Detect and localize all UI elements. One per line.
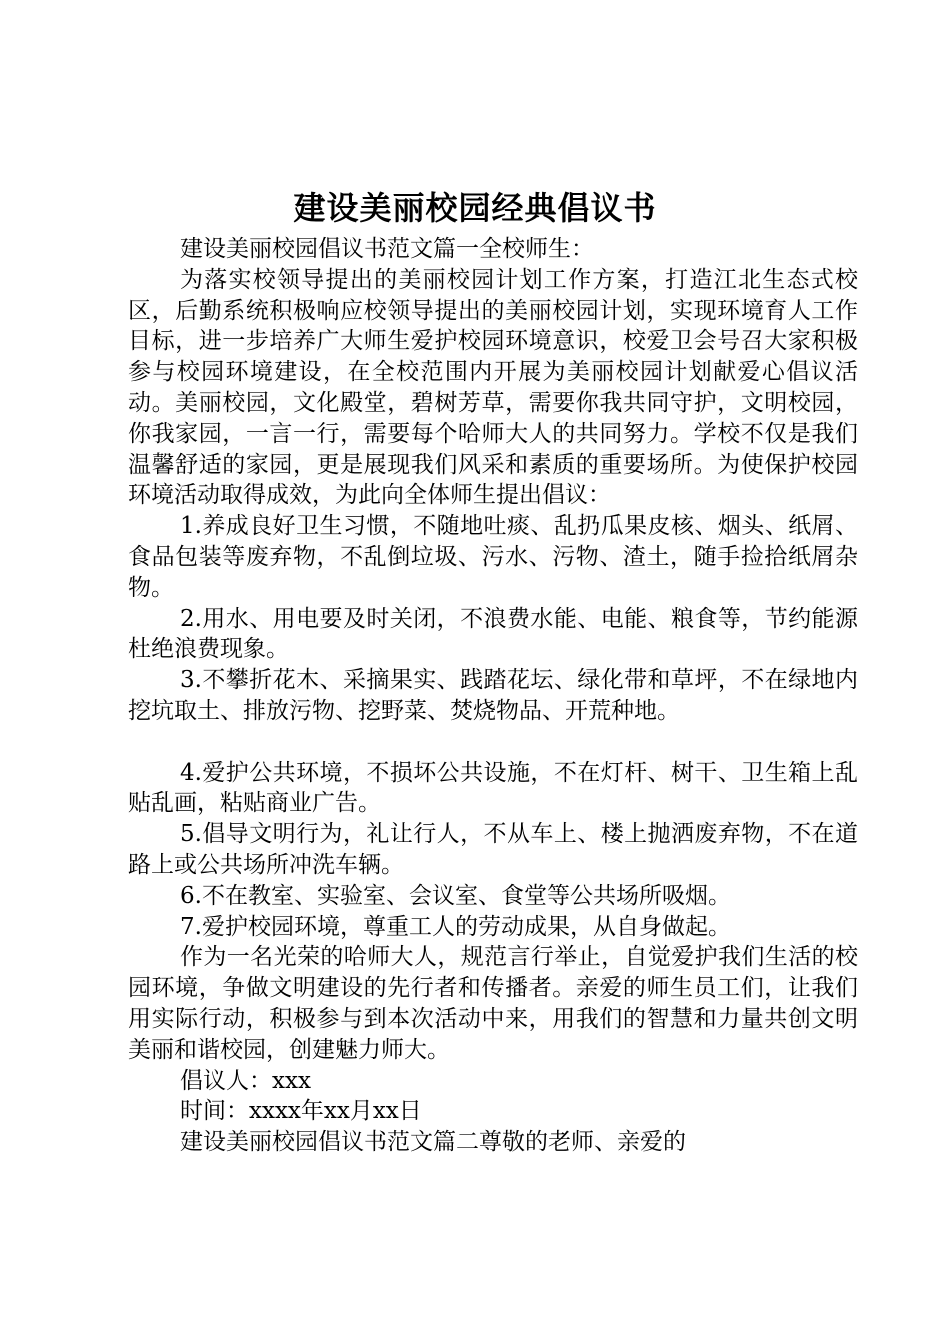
paragraph-spacer	[128, 727, 858, 758]
proposal-item-7: 7.爱护校园环境，尊重工人的劳动成果，从自身做起。	[180, 913, 731, 940]
proposal-item-5: 5.倡导文明行为，礼让行人，不从车上、楼上抛洒废弃物，不在道路上或公共场所冲洗车辆。	[128, 821, 858, 878]
proposal-item-6: 6.不在教室、实验室、会议室、食堂等公共场所吸烟。	[180, 882, 731, 909]
document-body	[128, 234, 858, 1158]
proposal-item-4: 4.爱护公共环境，不损坏公共设施，不在灯杆、树干、卫生箱上乱贴乱画，粘贴商业广告。	[128, 759, 858, 817]
proposal-item-2: 2.用水、用电要及时关闭，不浪费水能、电能、粮食等，节约能源杜绝浪费现象。	[128, 605, 858, 663]
signature-proposer: 倡议人：xxx	[180, 1067, 311, 1094]
document-title: 建设美丽校园经典倡议书	[293, 189, 657, 227]
proposal-item-1: 1.养成良好卫生习惯，不随地吐痰、乱扔瓜果皮核、烟头、纸屑、食品包装等废弃物，不乱倒垃圾、污水、污物、渣土，随手捡拾纸屑杂物。	[128, 513, 858, 601]
paragraph-background: 为落实校领导提出的美丽校园计划工作方案，打造江北生态式校区，后勤系统积极响应校领导提出的美丽校园计划，实现环境育人工作目标，进一步培养广大师生爱护校园环境意识，校爱卫会号召大家积极参与校园环境建设，在全校范围内开展为美丽校园计划献爱心倡议活动。美丽校园，文化殿堂，碧树芳草，需要你我共同守护，文明校园，你我家园，一言一行，需要每个哈师大人的共同努力。学校不仅是我们温馨舒适的家园，更是展现我们风采和素质的重要场所。为使保护校园环境活动取得成效，为此向全体师生提出倡议：	[128, 266, 858, 509]
proposal-item-3: 3.不攀折花木、采摘果实、践踏花坛、绿化带和草坪，不在绿地内挖坑取土、排放污物、挖野菜、焚烧物品、开荒种地。	[128, 667, 858, 724]
paragraph-closing: 作为一名光荣的哈师大人，规范言行举止，自觉爱护我们生活的校园环境，争做文明建设的先行者和传播者。亲爱的师生员工们，让我们用实际行动，积极参与到本次活动中来，用我们的智慧和力量共创文明美丽和谐校园，创建魅力师大。	[128, 944, 858, 1063]
paragraph-intro: 建设美丽校园倡议书范文篇一全校师生：	[180, 236, 594, 262]
signature-date: 时间：xxxx年xx月xx日	[180, 1098, 422, 1125]
paragraph-next-section: 建设美丽校园倡议书范文篇二尊敬的老师、亲爱的	[180, 1129, 686, 1156]
